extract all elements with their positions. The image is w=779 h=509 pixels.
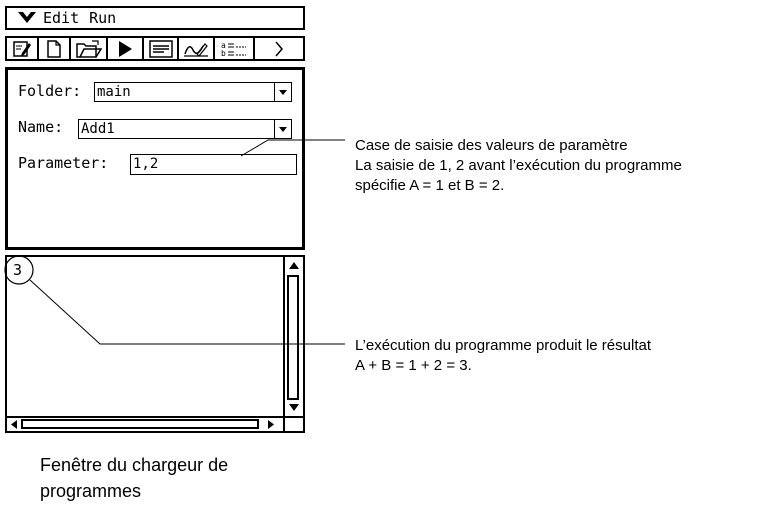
result-note-line-2: A + B = 1 + 2 = 3.	[355, 357, 472, 374]
parameter-note-line-3: spécifie A = 1 et B = 2.	[355, 177, 505, 194]
result-note	[355, 336, 651, 376]
menu-item-edit[interactable]: Edit	[43, 9, 80, 27]
parameter-note-line-2: La saisie de 1, 2 avant l’exécution du programme	[355, 157, 682, 174]
name-value: Add1	[81, 121, 115, 137]
svg-text:b: b	[221, 48, 226, 58]
caption-line-1: Fenêtre du chargeur de	[40, 455, 229, 475]
parameter-label: Parameter:	[18, 154, 109, 172]
caption-line-2: programmes	[40, 481, 142, 501]
figure-caption	[40, 452, 228, 504]
menu-item-run[interactable]: Run	[89, 9, 117, 27]
parameter-input[interactable]: 1,2	[130, 154, 297, 175]
parameter-note	[355, 136, 682, 196]
parameter-note-line-1: Case de saisie des valeurs de paramètre	[355, 137, 628, 154]
svg-text:a: a	[221, 40, 226, 50]
name-label: Name:	[18, 118, 64, 136]
folder-value: main	[97, 84, 131, 100]
result-note-line-1: L’exécution du programme produit le résultat	[355, 337, 652, 354]
folder-label: Folder:	[18, 82, 82, 100]
output-result: 3	[13, 261, 23, 279]
